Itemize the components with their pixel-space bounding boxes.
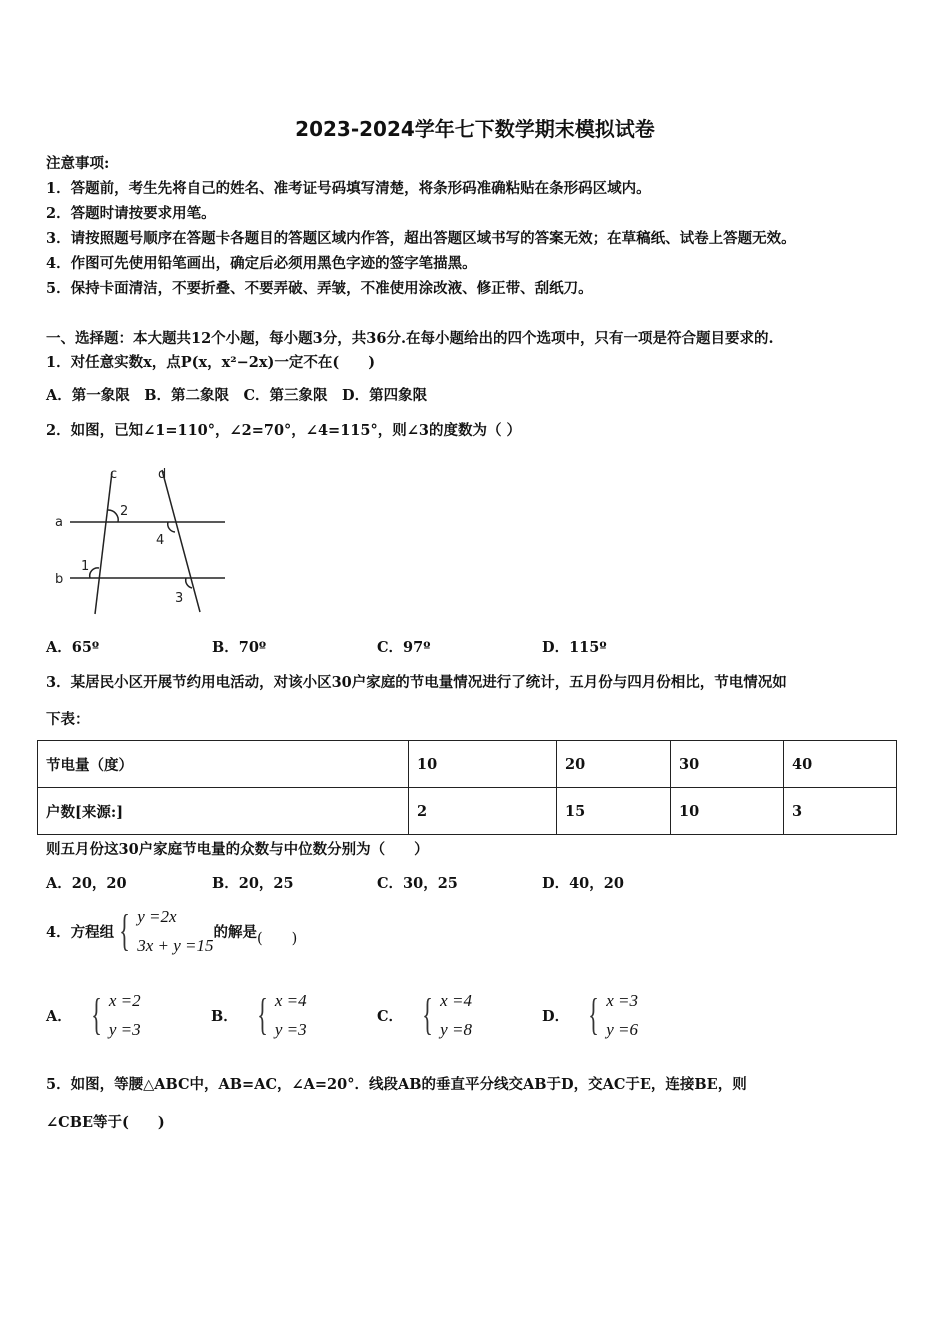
- q4-option-a: A． { x =2 y =3: [46, 986, 141, 1044]
- angle-label-2: 2: [120, 504, 129, 519]
- q3-question: 则五月份这30户家庭节电量的众数与中位数分别为（ ）: [46, 841, 429, 858]
- q3-option-d: D．40，20: [542, 875, 624, 892]
- table-cell: 20: [557, 741, 671, 788]
- q2-stem: 2．如图，已知∠1=110°，∠2=70°，∠4=115°，则∠3的度数为（ ）: [46, 422, 522, 439]
- table-cell: 2: [409, 788, 557, 835]
- table-cell: 3: [784, 788, 897, 835]
- section-heading: 一、选择题：本大题共12个小题，每小题3分，共36分.在每小题给出的四个选项中，只有一项是符合题目要求的.: [46, 330, 774, 347]
- note-item: 1．答题前，考生先将自己的姓名、准考证号码填写清楚，将条形码准确粘贴在条形码区域内。: [46, 180, 651, 197]
- angle-label-3: 3: [175, 591, 184, 606]
- q3-table: [37, 740, 897, 835]
- note-item: 4．作图可先使用铅笔画出，确定后必须用黑色字迹的签字笔描黑。: [46, 255, 477, 272]
- q5-stem-2: ∠CBE等于( ): [46, 1114, 165, 1131]
- equation: y =3: [274, 1020, 307, 1039]
- page-title: 2023-2024学年七下数学期末模拟试卷: [295, 117, 655, 141]
- q5-stem: 5．如图，等腰△ABC中，AB=AC，∠A=20°．线段AB的垂直平分线交AB于D，交AC于E，连接BE，则: [46, 1076, 747, 1093]
- equation: y =8: [440, 1020, 472, 1039]
- note-item: 3．请按照题号顺序在答题卡各题目的答题区域内作答，超出答题区域书写的答案无效；在草稿纸、试卷上答题无效。: [46, 230, 796, 247]
- notes-heading: 注意事项:: [46, 155, 110, 172]
- q3-stem-2: 下表：: [46, 711, 90, 728]
- q4-option-d: D． { x =3 y =6: [542, 986, 638, 1044]
- q4-prefix: 4．方程组: [46, 923, 115, 941]
- q2-option-a: A．65º: [46, 639, 100, 656]
- line-label-d: d: [158, 467, 167, 482]
- option-label: D．: [542, 1007, 570, 1025]
- equation: y =6: [606, 1020, 638, 1039]
- q1-options: A．第一象限 B．第二象限 C．第三象限 D．第四象限: [46, 387, 428, 404]
- q2-option-b: B．70º: [212, 639, 267, 656]
- q2-option-d: D．115º: [542, 639, 607, 656]
- table-cell: 10: [671, 788, 784, 835]
- option-label: A．: [46, 1007, 72, 1025]
- equation-system: { y =2x 3x + y =15: [114, 902, 213, 960]
- table-cell: 户数[来源:]: [38, 788, 409, 835]
- table-cell: 15: [557, 788, 671, 835]
- equation: y =3: [108, 1020, 141, 1039]
- q3-option-c: C．30，25: [377, 875, 458, 892]
- option-label: B．: [211, 1007, 238, 1025]
- table-cell: 40: [784, 741, 897, 788]
- angle-label-4: 4: [156, 533, 165, 548]
- q4-suffix: 的解是: [213, 923, 258, 941]
- note-item: 2．答题时请按要求用笔。: [46, 205, 216, 222]
- q3-option-b: B．20，25: [212, 875, 294, 892]
- angle-label-1: 1: [81, 559, 90, 574]
- table-row: [38, 788, 897, 835]
- table-cell: 10: [409, 741, 557, 788]
- equation: x =2: [108, 991, 141, 1010]
- line-label-b: b: [55, 572, 64, 587]
- q4-paren: ( ): [257, 930, 298, 947]
- line-label-a: a: [55, 515, 63, 530]
- equation: x =4: [440, 991, 472, 1010]
- equation: x =3: [606, 991, 638, 1010]
- q1-stem: 1．对任意实数x，点P(x，x²−2x)一定不在( ): [46, 354, 376, 371]
- q2-option-c: C．97º: [377, 639, 431, 656]
- equation: 3x + y =15: [137, 936, 214, 955]
- table-cell: 30: [671, 741, 784, 788]
- q2-figure: [50, 462, 230, 620]
- q3-option-a: A．20，20: [46, 875, 127, 892]
- q3-stem: 3．某居民小区开展节约用电活动，对该小区30户家庭的节电量情况进行了统计，五月份与四月份相比，节电情况如: [46, 674, 787, 691]
- equation: x =4: [274, 991, 307, 1010]
- note-item: 5．保持卡面清洁，不要折叠、不要弄破、弄皱，不准使用涂改液、修正带、刮纸刀。: [46, 280, 593, 297]
- line-label-c: c: [110, 467, 118, 482]
- q4-option-b: B． { x =4 y =3: [211, 986, 307, 1044]
- equation: y =2x: [137, 907, 177, 926]
- table-row: [38, 741, 897, 788]
- option-label: C．: [377, 1007, 404, 1025]
- table-cell: 节电量（度）: [38, 741, 409, 788]
- q4-stem: [46, 902, 297, 960]
- q4-option-c: C． { x =4 y =8: [377, 986, 472, 1044]
